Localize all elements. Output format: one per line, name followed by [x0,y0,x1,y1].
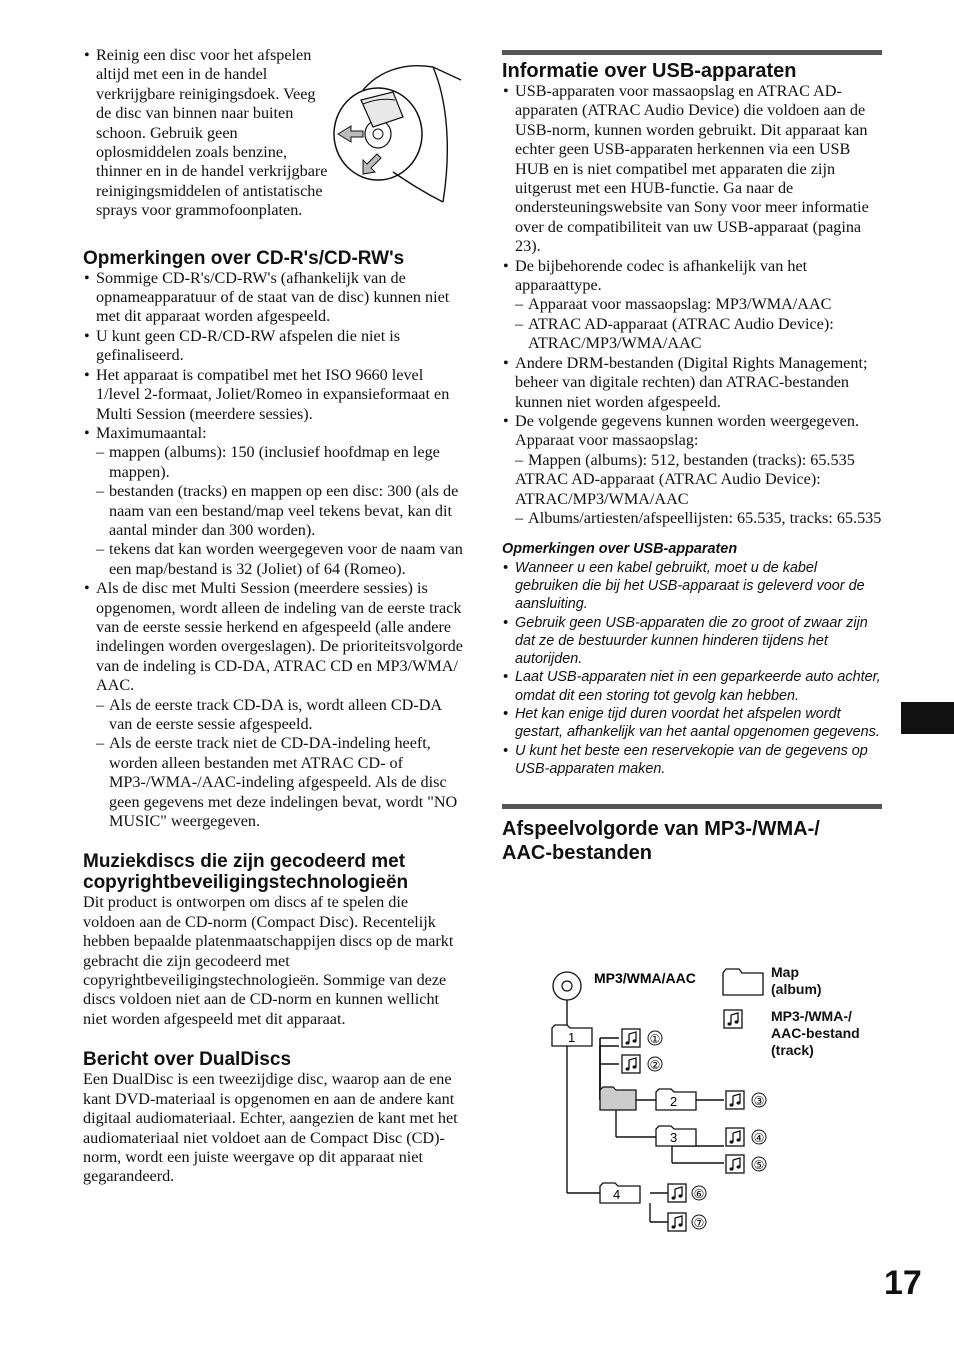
cdr-bullet-5: • Als de disc met Multi Session (meerdere sessies) is opgenomen, wordt alleen de indeling van de eerste track van de eerste sessie herkend en afgespeeld (alle andere indelingen worden overgeslagen). De prioriteitsvolgorde van de indeling is CD-DA, ATRAC CD en MP3/WMA/ AAC. [83,579,463,695]
track-4-label: ④ [753,1131,765,1145]
usb-bullet-4: • De volgende gegevens kunnen worden weergegeven. [502,412,882,431]
playorder-section-rule [502,804,882,809]
folder-2 [656,1089,696,1110]
usb-note-1: • Wanneer u een kabel gebruikt, moet u de kabel gebruiken die bij het USB-apparaat is geleverd voor de aansluiting. [502,559,882,614]
legend-folder-label [771,964,822,998]
cdr-bullet-1: • Sommige CD-R's/CD-RW's (afhankelijk van de opnameapparatuur of de staat van de disc) kunnen niet met dit apparaat worden afgespeeld. [83,269,463,327]
root-label: MP3/WMA/AAC [594,970,696,986]
usb-heading: Informatie over USB-apparaten [502,60,797,82]
legend-folder-line1: Map [771,964,799,980]
cdr-dash-4: – Als de eerste track CD-DA is, wordt alleen CD-DA van de eerste sessie afgespeeld. [83,696,463,735]
folder-1 [552,1025,592,1046]
cdr-dash-3: – tekens dat kan worden weergegeven voor de naam van een map/bestand is 32 (Joliet) of 64 (Romeo). [83,540,463,579]
legend-file-line2: AAC-bestand [771,1025,860,1041]
cleaning-section [83,46,463,221]
folder-3 [656,1126,696,1146]
folder-3-label: 3 [670,1130,678,1145]
cdr-section [83,248,463,832]
cdr-dash-2: – bestanden (tracks) en mappen op een disc: 300 (als de naam van een bestand/map veel tekens bevat, kan dit aantal minder dan 300 worden). [83,482,463,540]
track-5 [726,1155,766,1173]
dualdisc-text: Een DualDisc is een tweezijdige disc, waarop aan de ene kant DVD-materiaal is opgenomen en aan de andere kant digitaal audiomateriaal. Echter, aangezien de kant met het audiomateriaal niet voldoet aan de Compact Disc (CD)-norm, wordt een juiste weergave op dit apparaat niet gegarandeerd. [83,1070,458,1186]
usb-notes [502,540,882,778]
legend-folder-line2: (album) [771,981,822,997]
usb-dash-3: – Mappen (albums): 512, bestanden (tracks): 65.535 [502,451,882,470]
copyright-text: Dit product is ontworpen om discs af te spelen die voldoen aan de CD-norm (Compact Disc). Recentelijk hebben bepaalde platenmaatschappijen discs op de markt gebracht die zijn gecodeerd met copyrightbeveiligingstechnologieën. Sommige van deze discs voldoen niet aan de CD-norm en kunnen wellicht niet worden afgespeeld met dit apparaat. [83,893,454,1028]
folder-1-label: 1 [568,1030,576,1045]
usb-sub-1: Apparaat voor massaopslag: [515,431,699,450]
usb-note-2: • Gebruik geen USB-apparaten die zo groot of zwaar zijn dat ze de bestuurder kunnen hinderen tijdens het autorijden. [502,614,882,669]
playorder-heading [502,817,882,865]
usb-bullet-3: • Andere DRM-bestanden (Digital Rights Management; beheer van digitale rechten) dan ATRAC-bestanden kunnen niet worden afgespeeld. [502,354,882,412]
copyright-section [83,851,463,1029]
cleaning-bullet [83,46,328,221]
legend-file-label [771,1008,860,1059]
playorder-heading-line1: Afspeelvolgorde van MP3-/WMA-/ [502,818,820,841]
cleaning-text: Reinig een disc voor het afspelen altijd met een in de handel verkrijgbare reinigingsdoek. Veeg de disc van binnen naar buiten schoon. Gebruik geen oplosmiddelen zoals benzine, thinner en in de handel verkrijgbare reinigingsmiddelen of antistatische sprays voor grammofoonplaten. [96,46,328,220]
cdr-bullet-4: • Maximumaantal: [83,424,463,443]
track-1 [622,1029,662,1047]
track-4 [726,1128,766,1146]
playorder-heading-line2: AAC-bestanden [502,842,653,865]
usb-bullet-2: • De bijbehorende codec is afhankelijk van het apparaattype. [502,257,882,296]
usb-notes-heading: Opmerkingen over USB-apparaten [502,541,738,558]
cdr-heading: Opmerkingen over CD-R's/CD-RW's [83,247,405,269]
section-tab-marker [901,702,954,734]
cd-root-icon [553,972,581,1000]
track-3-label: ③ [753,1094,765,1108]
track-6-label: ⑥ [693,1187,705,1201]
usb-dash-4: – Albums/artiesten/afspeellijsten: 65.535, tracks: 65.535 [502,509,882,528]
track-7-label: ⑦ [693,1216,705,1230]
folder-highlighted [600,1087,636,1110]
track-2 [622,1055,662,1073]
usb-section-rule [502,50,882,55]
usb-note-3: • Laat USB-apparaten niet in een geparkeerde auto achter, omdat dit een storing tot gevolg kan hebben. [502,668,882,705]
track-5-label: ⑤ [753,1158,765,1172]
cdr-bullet-2: • U kunt geen CD-R/CD-RW afspelen die niet is gefinaliseerd. [83,327,463,366]
legend-file-line1: MP3-/WMA-/ [771,1008,852,1024]
usb-bullet-1: • USB-apparaten voor massaopslag en ATRAC AD-apparaten (ATRAC Audio Device) die voldoen aan de USB-norm, kunnen worden gebruikt. Dit apparaat kan echter geen USB-apparaten herkennen via een USB HUB en is niet compatibel met apparaten die zijn uitgerust met een HUB-functie. Ga naar de ondersteuningswebsite van Sony voor meer informatie over de compatibiliteit van uw USB-apparaat (pagina 23). [502,82,882,257]
cdr-dash-1: – mappen (albums): 150 (inclusief hoofdmap en lege mappen). [83,443,463,482]
folder-4-label: 4 [613,1187,621,1202]
track-6 [668,1184,706,1202]
usb-note-4: • Het kan enige tijd duren voordat het afspelen wordt gestart, afhankelijk van het aantal opgenomen gegevens. [502,705,882,742]
legend-file-line3: (track) [771,1042,814,1058]
folder-4 [600,1183,640,1203]
play-order-diagram [548,960,888,1240]
legend-file-icon [724,1010,742,1028]
left-column [83,46,463,1187]
right-column [502,50,882,865]
cdr-dash-5: – Als de eerste track niet de CD-DA-indeling heeft, worden alleen bestanden met ATRAC CD- of MP3-/WMA-/AAC-indeling afgespeeld. Als de disc geen gegevens met deze indelingen bevat, wordt "NO MUSIC" weergegeven. [83,734,463,831]
track-7 [668,1213,706,1231]
legend-folder-icon [723,969,763,995]
disc-cleaning-illustration [333,62,463,212]
track-3 [726,1091,766,1109]
usb-note-5: • U kunt het beste een reservekopie van de gegevens op USB-apparaten maken. [502,742,882,779]
dualdisc-section [83,1049,463,1186]
track-2-label: ② [649,1058,661,1072]
cdr-bullet-3: • Het apparaat is compatibel met het ISO 9660 level 1/level 2-formaat, Joliet/Romeo in expansieformaat en Multi Session (meerdere sessies). [83,366,463,424]
page-number: 17 [884,1264,922,1302]
usb-dash-1: – Apparaat voor massaopslag: MP3/WMA/AAC [502,295,882,314]
dualdisc-heading: Bericht over DualDiscs [83,1049,292,1071]
usb-dash-2: – ATRAC AD-apparaat (ATRAC Audio Device): ATRAC/MP3/WMA/AAC [502,315,882,354]
folder-2-label: 2 [670,1094,678,1109]
track-1-label: ① [649,1032,661,1046]
copyright-heading: Muziekdiscs die zijn gecodeerd met copyrightbeveiligingstechnologieën [83,851,409,894]
usb-sub-2: ATRAC AD-apparaat (ATRAC Audio Device): ATRAC/MP3/WMA/AAC [515,470,821,508]
